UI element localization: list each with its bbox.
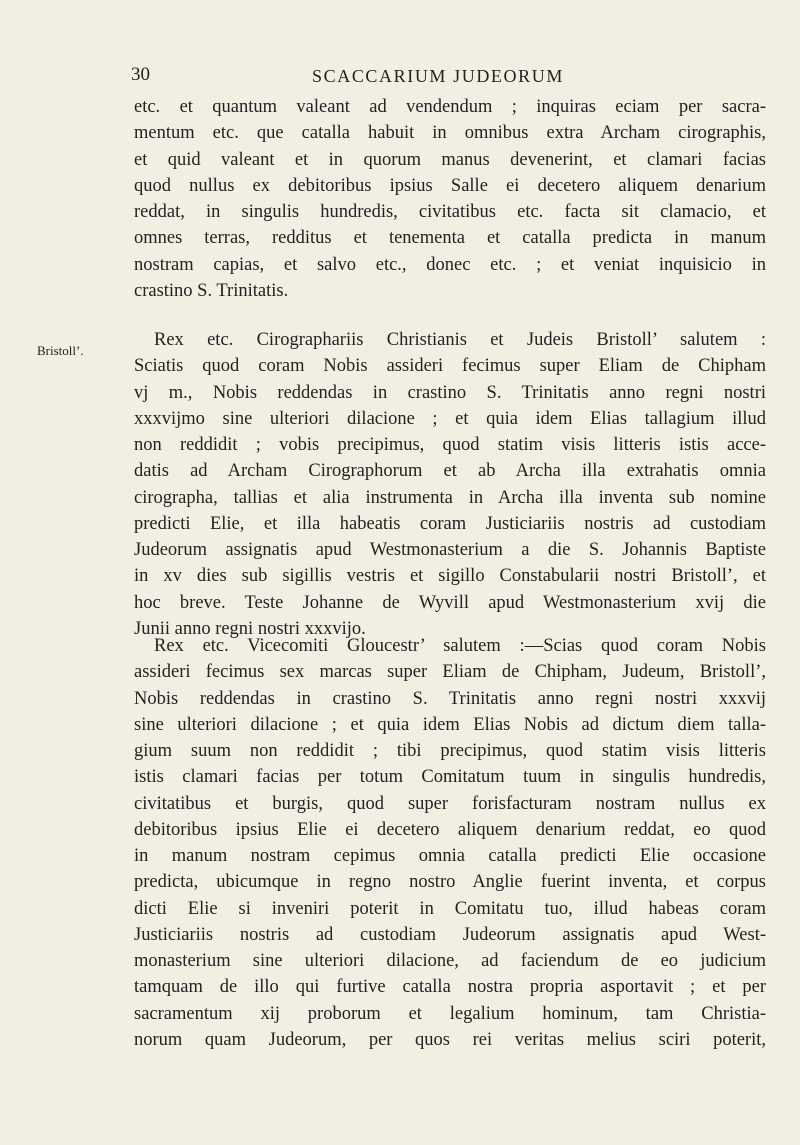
text-line: datis ad Archam Cirographorum et ab Archa illa extrahatis omnia — [134, 461, 766, 482]
text-line: non reddidit ; vobis precipimus, quod statim visis litteris istis acce- — [134, 435, 766, 455]
text-line: istis clamari facias per totum Comitatum tuum in singulis hundredis, — [134, 767, 766, 788]
text-line: gium suum non reddidit ; tibi precipimus, quod statim visis litteris — [134, 741, 766, 761]
text-line: etc. et quantum valeant ad vendendum ; inquiras eciam per sacra- — [134, 97, 766, 117]
text-line: predicti Elie, et illa habeatis coram Justiciariis nostris ad custodiam — [134, 513, 766, 534]
text-line: dicti Elie si inveniri poterit in Comitatu tuo, illud habeas coram — [134, 898, 766, 919]
text-line: sacramentum xij proborum et legalium hominum, tam Christia- — [134, 1003, 766, 1024]
text-line: Sciatis quod coram Nobis assideri fecimus super Eliam de Chipham — [134, 356, 766, 377]
text-line: quod nullus ex debitoribus ipsius Salle ei decetero aliquem denarium — [134, 175, 766, 196]
margin-note: Bristoll’. — [37, 343, 84, 358]
text-line: assideri fecimus sex marcas super Eliam de Chipham, Judeum, Bristoll’, — [134, 662, 766, 683]
text-line: monasterium sine ulteriori dilacione, ad faciendum de eo judicium — [134, 951, 766, 971]
text-line: Nobis reddendas in crastino S. Trinitatis anno regni nostri xxxvij — [134, 688, 766, 709]
text-line: debitoribus ipsius Elie ei decetero aliquem denarium reddat, eo quod — [134, 819, 766, 840]
text-line: in xv dies sub sigillis vestris et sigillo Constabularii nostri Bristoll’, et — [134, 566, 766, 587]
text-line: crastino S. Trinitatis. — [134, 280, 289, 301]
paragraph-1 — [134, 94, 766, 304]
text-line: Rex etc. Vicecomiti Gloucestr’ salutem :—Scias quod coram Nobis — [154, 636, 766, 656]
text-line: tamquam de illo qui furtive catalla nostra propria asportavit ; et per — [134, 977, 766, 998]
text-line: omnes terras, redditus et tenementa et catalla predicta in manum — [134, 228, 766, 249]
page-number: 30 — [131, 64, 150, 85]
text-line: xxxvijmo sine ulteriori dilacione ; et quia idem Elias tallagium illud — [134, 408, 766, 429]
text-line: vj m., Nobis reddendas in crastino S. Trinitatis anno regni nostri — [134, 382, 766, 403]
text-line: Rex etc. Cirographariis Christianis et Judeis Bristoll’ salutem : — [154, 330, 766, 350]
text-line: Junii anno regni nostri xxxvijo. — [134, 618, 366, 639]
text-line: hoc breve. Teste Johanne de Wyvill apud Westmonasterium xvij die — [134, 592, 766, 613]
text-line: mentum etc. que catalla habuit in omnibus extra Archam cirographis, — [134, 123, 766, 144]
text-line: predicta, ubicumque in regno nostro Anglie fuerint inventa, et corpus — [134, 872, 766, 893]
text-line: sine ulteriori dilacione ; et quia idem Elias Nobis ad dictum diem talla- — [134, 714, 766, 735]
text-line: et quid valeant et in quorum manus devenerint, et clamari facias — [134, 149, 766, 170]
text-line: nostram capias, et salvo etc., donec etc. ; et veniat inquisicio in — [134, 254, 766, 275]
paragraph-2 — [134, 327, 766, 642]
text-line: reddat, in singulis hundredis, civitatibus etc. facta sit clamacio, et — [134, 202, 766, 222]
text-line: in manum nostram cepimus omnia catalla predicti Elie occasione — [134, 846, 766, 866]
text-line: Judeorum assignatis apud Westmonasterium a die S. Johannis Baptiste — [134, 540, 766, 560]
running-head: SCACCARIUM JUDEORUM — [312, 66, 564, 86]
text-line: Justiciariis nostris ad custodiam Judeorum assignatis apud West- — [134, 924, 766, 945]
text-line: norum quam Judeorum, per quos rei veritas melius sciri poterit, — [134, 1029, 766, 1050]
text-line: civitatibus et burgis, quod super forisfacturam nostram nullus ex — [134, 793, 766, 814]
paragraph-3 — [134, 633, 766, 1053]
text-line: cirographa, tallias et alia instrumenta in Archa illa inventa sub nomine — [134, 487, 766, 508]
